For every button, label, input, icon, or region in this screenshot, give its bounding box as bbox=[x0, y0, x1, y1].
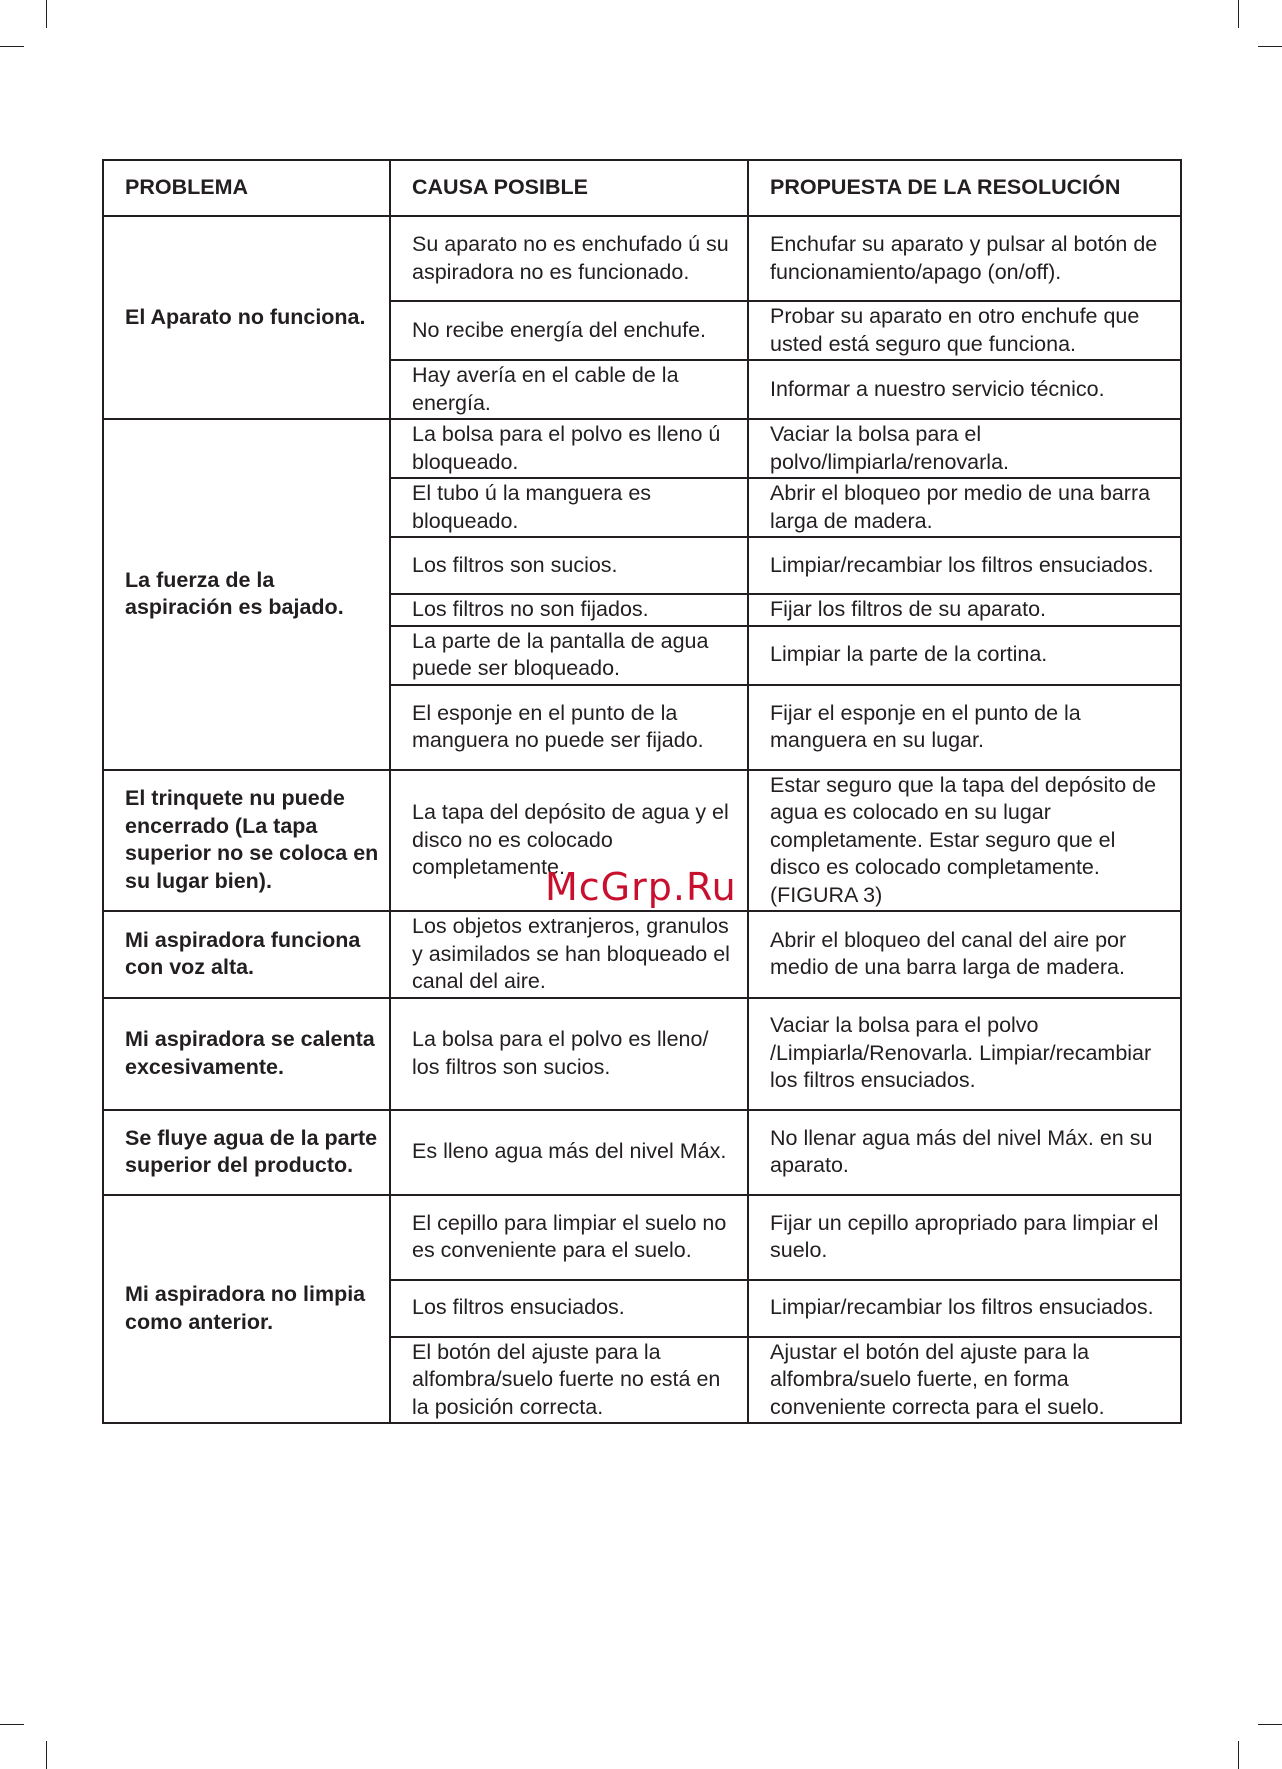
cause-cell: No recibe energía del enchufe. bbox=[390, 301, 748, 360]
table-row bbox=[103, 1195, 1181, 1280]
cause-cell: El tubo ú la manguera es bloqueado. bbox=[390, 478, 748, 537]
cause-cell: Hay avería en el cable de la energía. bbox=[390, 360, 748, 419]
table-row bbox=[103, 911, 1181, 998]
solution-cell: Fijar un cepillo apropriado para limpiar el suelo. bbox=[748, 1195, 1181, 1280]
solution-cell: Fijar el esponje en el punto de la manguera en su lugar. bbox=[748, 685, 1181, 770]
solution-cell: Limpiar/recambiar los filtros ensuciados. bbox=[748, 537, 1181, 594]
cause-cell: Los filtros son sucios. bbox=[390, 537, 748, 594]
table-row bbox=[103, 216, 1181, 301]
solution-cell: Probar su aparato en otro enchufe que usted está seguro que funciona. bbox=[748, 301, 1181, 360]
problem-cell: Se fluye agua de la parte superior del producto. bbox=[103, 1110, 390, 1195]
header-cause: CAUSA POSIBLE bbox=[390, 160, 748, 216]
crop-mark bbox=[0, 1724, 24, 1725]
cause-cell: La tapa del depósito de agua y el disco no es colocado completamente. bbox=[390, 770, 748, 912]
solution-cell: No llenar agua más del nivel Máx. en su aparato. bbox=[748, 1110, 1181, 1195]
solution-cell: Abrir el bloqueo del canal del aire por medio de una barra larga de madera. bbox=[748, 911, 1181, 998]
troubleshooting-table bbox=[102, 159, 1182, 1424]
watermark: McGrp.Ru bbox=[545, 865, 737, 909]
crop-mark bbox=[1238, 0, 1239, 28]
solution-cell: Vaciar la bolsa para el polvo /Limpiarla/Renovarla. Limpiar/recambiar los filtros ensuciados. bbox=[748, 998, 1181, 1110]
solution-cell: Abrir el bloqueo por medio de una barra larga de madera. bbox=[748, 478, 1181, 537]
problem-cell: La fuerza de la aspiración es bajado. bbox=[103, 419, 390, 770]
crop-mark bbox=[46, 0, 47, 28]
solution-cell: Informar a nuestro servicio técnico. bbox=[748, 360, 1181, 419]
header-solution: PROPUESTA DE LA RESOLUCIÓN bbox=[748, 160, 1181, 216]
table-row bbox=[103, 419, 1181, 478]
header-row bbox=[103, 160, 1181, 216]
solution-cell: Enchufar su aparato y pulsar al botón de funcionamiento/apago (on/off). bbox=[748, 216, 1181, 301]
solution-cell: Limpiar la parte de la cortina. bbox=[748, 626, 1181, 685]
header-problem: PROBLEMA bbox=[103, 160, 390, 216]
crop-mark bbox=[1238, 1741, 1239, 1769]
cause-cell: El cepillo para limpiar el suelo no es conveniente para el suelo. bbox=[390, 1195, 748, 1280]
crop-mark bbox=[46, 1741, 47, 1769]
problem-cell: Mi aspiradora no limpia como anterior. bbox=[103, 1195, 390, 1424]
cause-cell: Su aparato no es enchufado ú su aspiradora no es funcionado. bbox=[390, 216, 748, 301]
crop-mark bbox=[1258, 46, 1282, 47]
cause-cell: Los objetos extranjeros, granulos y asimilados se han bloqueado el canal del aire. bbox=[390, 911, 748, 998]
table-row bbox=[103, 998, 1181, 1110]
solution-cell: Fijar los filtros de su aparato. bbox=[748, 594, 1181, 626]
cause-cell: Los filtros ensuciados. bbox=[390, 1280, 748, 1337]
solution-cell: Vaciar la bolsa para el polvo/limpiarla/renovarla. bbox=[748, 419, 1181, 478]
problem-cell: El trinquete nu puede encerrado (La tapa superior no se coloca en su lugar bien). bbox=[103, 770, 390, 912]
solution-cell: Estar seguro que la tapa del depósito de agua es colocado en su lugar completamente. Estar seguro que el disco es colocado completamente.(FIGURA 3) bbox=[748, 770, 1181, 912]
cause-cell: La parte de la pantalla de agua puede ser bloqueado. bbox=[390, 626, 748, 685]
solution-cell: Ajustar el botón del ajuste para la alfombra/suelo fuerte, en forma conveniente correcta para el suelo. bbox=[748, 1337, 1181, 1424]
problem-cell: El Aparato no funciona. bbox=[103, 216, 390, 419]
cause-cell: Es lleno agua más del nivel Máx. bbox=[390, 1110, 748, 1195]
solution-cell: Limpiar/recambiar los filtros ensuciados. bbox=[748, 1280, 1181, 1337]
cause-cell: Los filtros no son fijados. bbox=[390, 594, 748, 626]
crop-mark bbox=[0, 46, 24, 47]
crop-mark bbox=[1258, 1724, 1282, 1725]
table-row bbox=[103, 1110, 1181, 1195]
cause-cell: La bolsa para el polvo es lleno/ los filtros son sucios. bbox=[390, 998, 748, 1110]
problem-cell: Mi aspiradora se calenta excesivamente. bbox=[103, 998, 390, 1110]
problem-cell: Mi aspiradora funciona con voz alta. bbox=[103, 911, 390, 998]
cause-cell: El botón del ajuste para la alfombra/suelo fuerte no está en la posición correcta. bbox=[390, 1337, 748, 1424]
cause-cell: El esponje en el punto de la manguera no puede ser fijado. bbox=[390, 685, 748, 770]
cause-cell: La bolsa para el polvo es lleno ú bloqueado. bbox=[390, 419, 748, 478]
